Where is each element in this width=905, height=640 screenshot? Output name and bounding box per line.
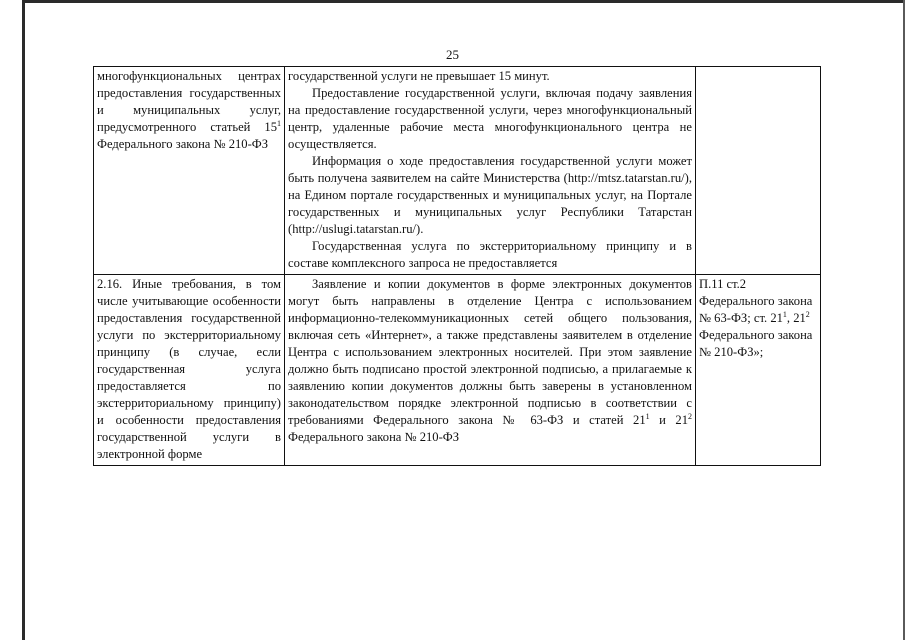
- row2-col3-sup-1: 1: [782, 310, 787, 319]
- row2-requirement-cell: 2.16. Иные требования, в том числе учитывающие особенности предоставления государственной услуги по экстерриториальному принципу (в случае, если государственная услуга предоставляется по экстерриториальному принципу) и особенности предоставления государственной услуги в электронной форме: [94, 275, 285, 466]
- row2-col3-text-b: Федерального закона № 210-ФЗ»;: [699, 328, 813, 359]
- row2-col2-article-2: 21: [675, 413, 688, 427]
- row1-col1-text-a: многофункциональных центрах предоставления государственных и муниципальных услуг, предусмотренного статьей: [97, 69, 281, 134]
- row1-col1-text-b: Федерального закона № 210-ФЗ: [97, 137, 269, 151]
- row2-content-cell: [285, 275, 696, 466]
- row1-paragraph-3: Информация о ходе предоставления государственной услуги может быть получена заявителем на сайте Министерства (http://mtsz.tatarstan.ru/), на Едином портале государственных и муниципальных услуг, на Портале государственных и муниципальных услуг Республики Татарстан (http://uslugi.tatarstan.ru/).: [288, 154, 692, 236]
- row2-basis-cell: [696, 275, 821, 466]
- row2-col2-and: и: [649, 413, 676, 427]
- scan-border-top: [22, 0, 905, 3]
- row1-paragraph-4: Государственная услуга по экстерриториальному принципу и в составе комплексного запроса не предоставляется: [288, 239, 692, 270]
- row2-col3-article-2: 21: [793, 311, 806, 325]
- row1-col1-article: 15: [264, 120, 277, 134]
- row2-col2-text-b: Федерального закона № 210-ФЗ: [288, 430, 460, 444]
- row2-col2-sup-1: 1: [645, 412, 650, 421]
- row2-col2-sup-2: 2: [687, 412, 692, 421]
- scan-border-left: [22, 0, 25, 640]
- row1-col1-article-sup: 1: [277, 119, 281, 128]
- row1-paragraph-1: государственной услуги не превышает 15 минут.: [288, 69, 550, 83]
- table-row: [94, 275, 821, 466]
- row2-col3-sep: ,: [786, 311, 794, 325]
- row1-basis-cell: [696, 67, 821, 275]
- row2-col2-article-1: 21: [633, 413, 646, 427]
- row2-col3-text-a: П.11 ст.2 Федерального закона № 63-ФЗ; ст.: [699, 277, 813, 325]
- row1-paragraph-2: Предоставление государственной услуги, включая подачу заявления на предоставление государственной услуги, через многофункциональный центр, удаленные рабочие места многофункционального центра не осуществляется.: [288, 86, 692, 151]
- requirements-table: [93, 66, 821, 466]
- page-number: 25: [446, 47, 459, 62]
- row2-col2-text-a: Заявление и копии документов в форме электронных документов могут быть направлены в отделение Центра с использованием информационно-телекоммуникационных сетей общего пользования, включая сеть «Интернет», а также представлены заявителем в отделение Центра с использованием электронных носителей. При этом заявление должно быть подписано простой электронной подписью, а прилагаемые к заявлению копии документов должны быть заверены в установленном законодательством порядке электронной подписью в соответствии с требованиями Федерального закона № 63-ФЗ и статей: [288, 277, 692, 427]
- row1-requirement-cell: [94, 67, 285, 275]
- table-row: [94, 67, 821, 275]
- row2-col3-sup-2: 2: [805, 310, 810, 319]
- row1-content-cell: [285, 67, 696, 275]
- row2-col3-article-1: 21: [770, 311, 783, 325]
